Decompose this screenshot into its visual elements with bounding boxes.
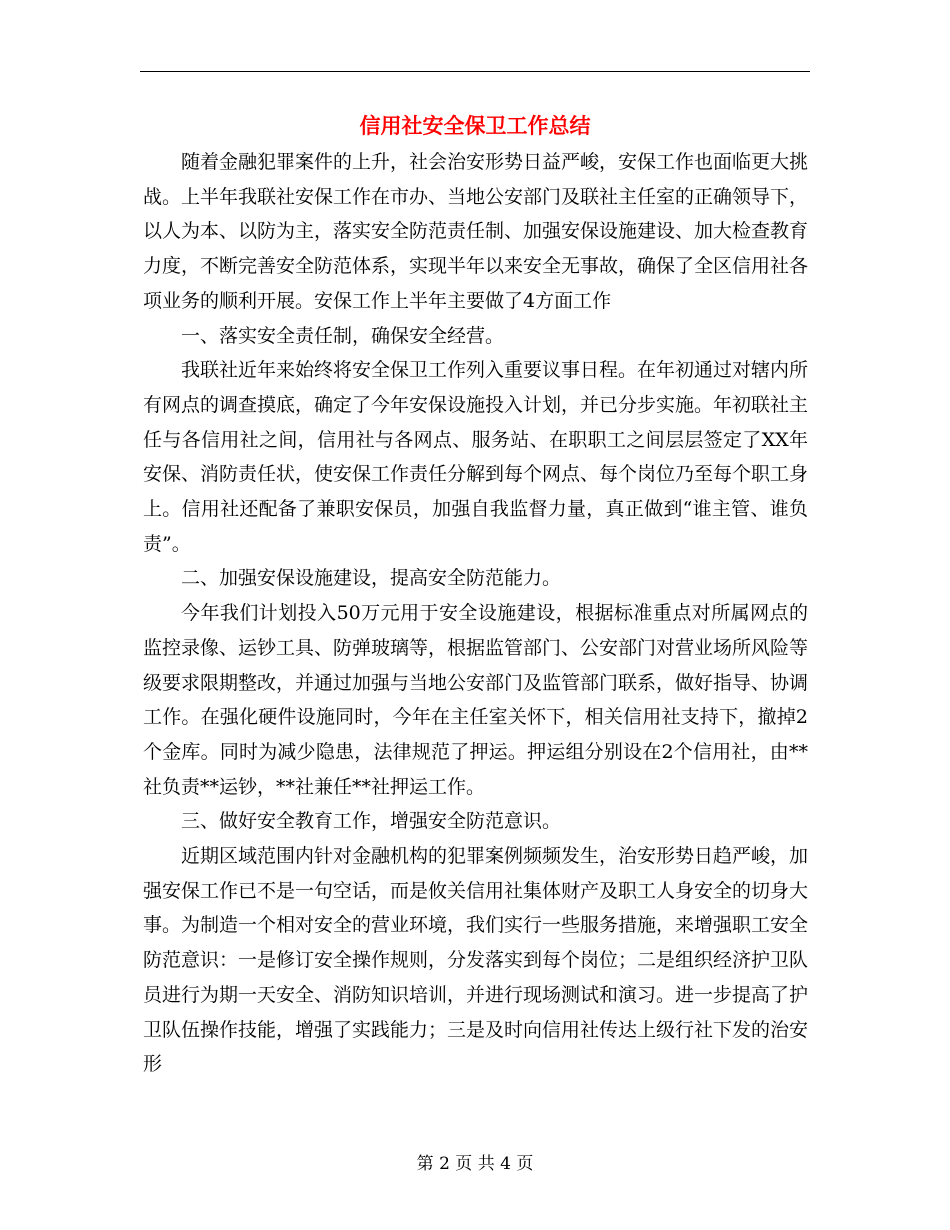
section-2-body: 今年我们计划投入50万元用于安全设施建设，根据标准重点对所属网点的监控录像、运钞工具、防弹玻璃等，根据监管部门、公安部门对营业场所风险等级要求限期整改，并通过加强与当地公安部门及监管部门联系，做好指导、协调工作。在强化硬件设施同时，今年在主任室关怀下，相关信用社支持下，撤掉2个金库。同时为减少隐患，法律规范了押运。押运组分别设在2个信用社，由**社负责**运钞，**社兼任**社押运工作。 <box>143 602 809 798</box>
section-2-heading: 二、加强安保设施建设，提高安全防范能力。 <box>181 567 562 590</box>
section-3-heading: 三、做好安全教育工作，增强安全防范意识。 <box>181 810 562 833</box>
header-rule <box>140 71 810 72</box>
section-1-heading: 一、落实安全责任制，确保安全经营。 <box>181 324 505 347</box>
page-footer: 第 2 页 共 4 页 <box>416 1154 534 1174</box>
section-1-body: 我联社近年来始终将安全保卫工作列入重要议事日程。在年初通过对辖内所有网点的调查摸底，确定了今年安保设施投入计划，并已分步实施。年初联社主任与各信用社之间，信用社与各网点、服务站、在职职工之间层层签定了XX年安保、消防责任状，使安保工作责任分解到每个网点、每个岗位乃至每个职工身上。信用社还配备了兼职安保员，加强自我监督力量，真正做到“谁主管、谁负责”。 <box>143 359 809 555</box>
document-title: 信用社安全保卫工作总结 <box>359 113 591 138</box>
intro-paragraph: 随着金融犯罪案件的上升，社会治安形势日益严峻，安保工作也面临更大挑战。上半年我联社安保工作在市办、当地公安部门及联社主任室的正确领导下，以人为本、以防为主，落实安全防范责任制、加强安保设施建设、加大检查教育力度，不断完善安全防范体系，实现半年以来安全无事故，确保了全区信用社各项业务的顺利开展。安保工作上半年主要做了4方面工作 <box>143 151 809 312</box>
section-3-body: 近期区域范围内针对金融机构的犯罪案例频频发生，治安形势日趋严峻，加强安保工作已不是一句空话，而是攸关信用社集体财产及职工人身安全的切身大事。为制造一个相对安全的营业环境，我们实行一些服务措施，来增强职工安全防范意识：一是修订安全操作规则，分发落实到每个岗位；二是组织经济护卫队员进行为期一天安全、消防知识培训，并进行现场测试和演习。进一步提高了护卫队伍操作技能，增强了实践能力；三是及时向信用社传达上级行社下发的治安形 <box>143 845 809 1076</box>
document-body <box>143 145 808 1082</box>
